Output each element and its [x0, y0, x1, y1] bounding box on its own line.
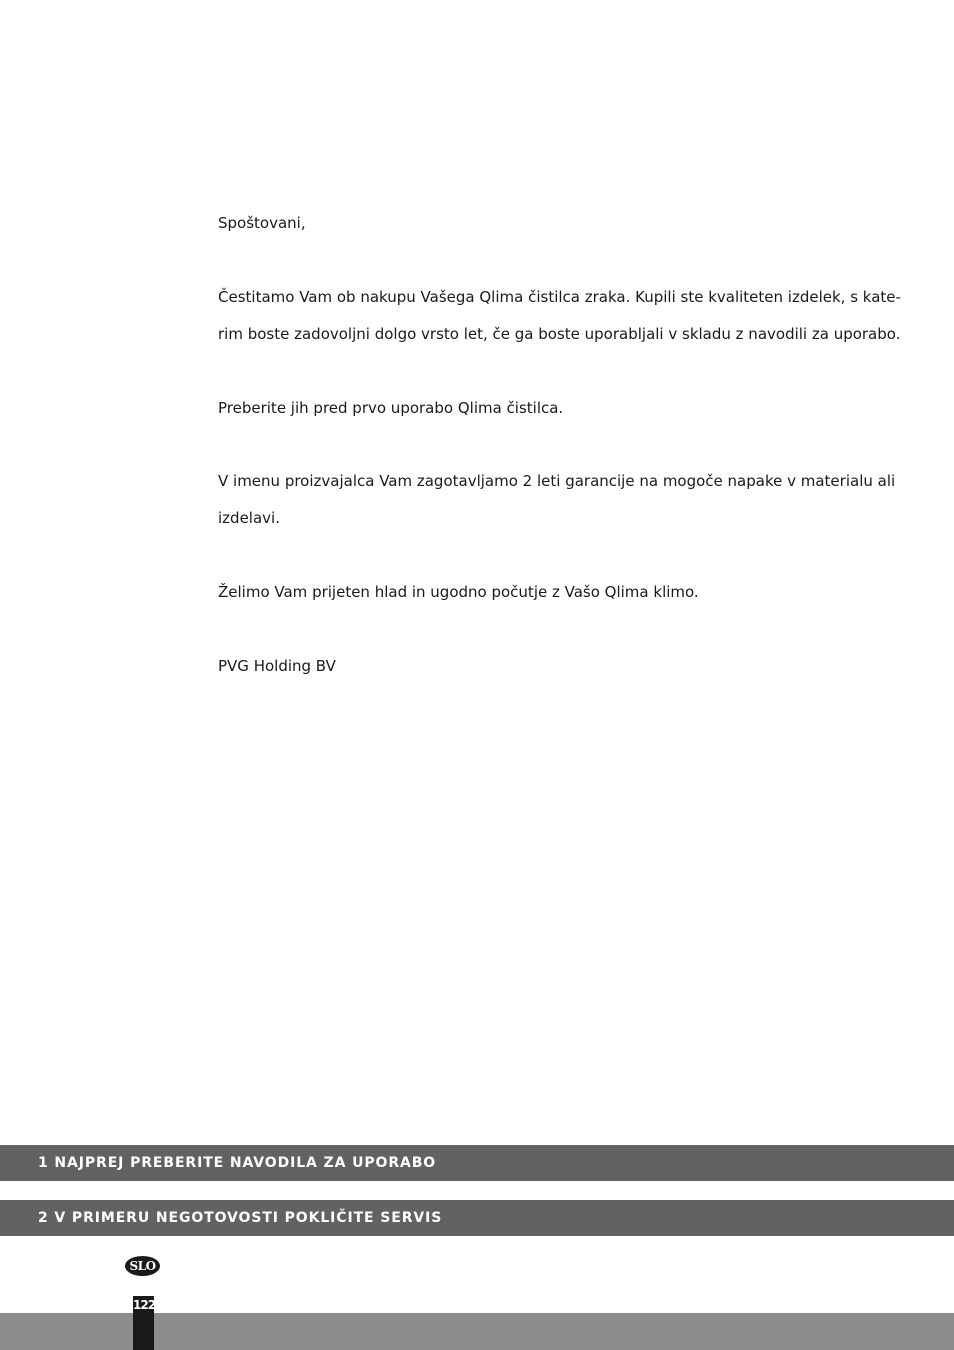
notice-read-instructions-text: 1 NAJPREJ PREBERITE NAVODILA ZA UPORABO — [38, 1155, 437, 1171]
language-badge — [125, 1256, 160, 1276]
letter-paragraph-4: Želimo Vam prijeten hlad in ugodno počutje z Vašo Qlima klimo. — [218, 583, 699, 601]
letter-paragraph-3-line-1: V imenu proizvajalca Vam zagotavljamo 2 leti garancije na mogoče napake v materialu ali — [218, 472, 896, 490]
notice-band-read-instructions — [0, 1145, 954, 1181]
letter-signature: PVG Holding BV — [218, 657, 336, 675]
letter-paragraph-3-line-2: izdelavi. — [218, 509, 280, 527]
letter-paragraph-1-line-2: rim boste zadovoljni dolgo vrsto let, če ga boste uporabljali v skladu z navodili za uporabo. — [218, 325, 901, 343]
notice-band-call-service — [0, 1200, 954, 1236]
letter-greeting: Spoštovani, — [218, 214, 306, 232]
letter-paragraph-2: Preberite jih pred prvo uporabo Qlima čistilca. — [218, 399, 564, 417]
language-code: SLO — [129, 1259, 156, 1273]
letter-paragraph-1-line-1: Čestitamo Vam ob nakupu Vašega Qlima čistilca zraka. Kupili ste kvaliteten izdelek, s kate- — [218, 288, 901, 306]
notice-call-service-text: 2 V PRIMERU NEGOTOVOSTI POKLIČITE SERVIS — [38, 1210, 443, 1226]
page-number: 122 — [133, 1298, 156, 1312]
